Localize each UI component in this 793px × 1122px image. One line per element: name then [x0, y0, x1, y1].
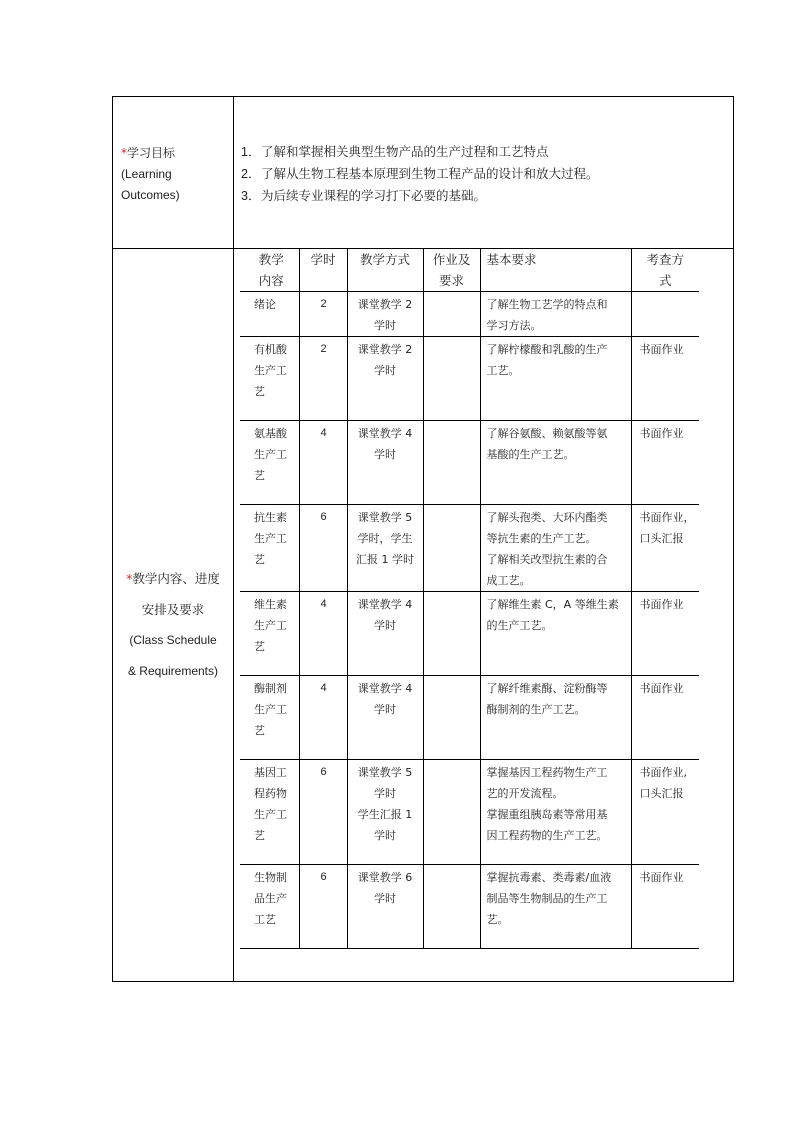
cell-requirements: 了解维生素 C，A 等维生素 的生产工艺。 [480, 592, 631, 676]
table-row [240, 292, 699, 337]
schedule-table [240, 249, 699, 949]
table-row [240, 592, 699, 676]
header-homework: 作业及要求 [423, 249, 480, 292]
cell-method: 课堂教学 5 学时 学生汇报 1 学时 [347, 760, 423, 865]
cell-assessment: 书面作业, 口头汇报 [631, 760, 699, 865]
schedule-header-row [240, 249, 699, 292]
cell-method: 课堂教学 2 学时 [347, 337, 423, 421]
cell-homework [423, 760, 480, 865]
required-mark: * [126, 571, 133, 586]
cell-method: 课堂教学 4 学时 [347, 592, 423, 676]
cell-homework [423, 337, 480, 421]
cell-homework [423, 676, 480, 760]
cell-method: 课堂教学 4 学时 [347, 421, 423, 505]
cell-content: 氨基酸生产工艺 [240, 421, 299, 505]
cell-hours: 2 [299, 337, 347, 421]
cell-hours: 6 [299, 505, 347, 592]
cell-homework [423, 592, 480, 676]
cell-content: 抗生素生产工艺 [240, 505, 299, 592]
syllabus-table [112, 96, 734, 982]
cell-requirements: 了解生物工艺学的特点和 学习方法。 [480, 292, 631, 337]
outcome-item: 2．了解从生物工程基本原理到生物工程产品的设计和放大过程。 [241, 166, 599, 181]
table-row [240, 505, 699, 592]
cell-assessment: 书面作业 [631, 592, 699, 676]
cell-content: 有机酸生产工艺 [240, 337, 299, 421]
table-row [240, 337, 699, 421]
cell-assessment: 书面作业 [631, 337, 699, 421]
cell-requirements: 掌握抗毒素、类毒素/血液 制品等生物制品的生产工 艺。 [480, 865, 631, 949]
outcome-item: 3．为后续专业课程的学习打下必要的基础。 [241, 188, 487, 203]
cell-content: 维生素生产工艺 [240, 592, 299, 676]
table-row [240, 760, 699, 865]
cell-assessment: 书面作业 [631, 421, 699, 505]
required-mark: * [121, 146, 127, 160]
table-row [240, 865, 699, 949]
table-row [240, 421, 699, 505]
cell-homework [423, 421, 480, 505]
schedule-label: *教学内容、进度 安排及要求 (Class Schedule & Requirements) [126, 571, 220, 678]
cell-requirements: 掌握基因工程药物生产工 艺的开发流程。 掌握重组胰岛素等常用基 因工程药物的生产工艺。 [480, 760, 631, 865]
label-en-line1: (Learning [121, 167, 172, 181]
cell-requirements: 了解柠檬酸和乳酸的生产 工艺。 [480, 337, 631, 421]
cell-content: 基因工程药物生产工艺 [240, 760, 299, 865]
cell-content: 酶制剂生产工艺 [240, 676, 299, 760]
cell-method: 课堂教学 6 学时 [347, 865, 423, 949]
header-method: 教学方式 [347, 249, 423, 292]
cell-assessment: 书面作业， 口头汇报 [631, 505, 699, 592]
cell-hours: 6 [299, 760, 347, 865]
cell-requirements: 了解头孢类、大环内酯类 等抗生素的生产工艺。 了解相关改型抗生素的合 成工艺。 [480, 505, 631, 592]
cell-hours: 4 [299, 421, 347, 505]
cell-assessment [631, 292, 699, 337]
cell-requirements: 了解谷氨酸、赖氨酸等氨 基酸的生产工艺。 [480, 421, 631, 505]
table-row [240, 676, 699, 760]
cell-homework [423, 292, 480, 337]
cell-content: 生物制品生产工艺 [240, 865, 299, 949]
column-divider [233, 97, 234, 981]
header-content: 教学内容 [240, 249, 299, 292]
cell-hours: 6 [299, 865, 347, 949]
learning-outcomes-list [241, 141, 721, 207]
cell-requirements: 了解纤维素酶、淀粉酶等 酶制剂的生产工艺。 [480, 676, 631, 760]
cell-content: 绪论 [240, 292, 299, 337]
cell-method: 课堂教学 5 学时，学生 汇报 1 学时 [347, 505, 423, 592]
label-en-line2: Outcomes) [121, 188, 180, 202]
outcome-item: 1．了解和掌握相关典型生物产品的生产过程和工艺特点 [241, 144, 549, 159]
cell-homework [423, 865, 480, 949]
cell-assessment: 书面作业 [631, 865, 699, 949]
cell-hours: 4 [299, 592, 347, 676]
cell-hours: 4 [299, 676, 347, 760]
cell-method: 课堂教学 4 学时 [347, 676, 423, 760]
cell-homework [423, 505, 480, 592]
cell-hours: 2 [299, 292, 347, 337]
learning-outcomes-label [121, 143, 231, 206]
header-assessment: 考查方式 [631, 249, 699, 292]
header-hours: 学时 [299, 249, 347, 292]
cell-method: 课堂教学 2 学时 [347, 292, 423, 337]
label-cn: 学习目标 [127, 146, 176, 160]
cell-assessment: 书面作业 [631, 676, 699, 760]
header-requirements: 基本要求 [480, 249, 631, 292]
